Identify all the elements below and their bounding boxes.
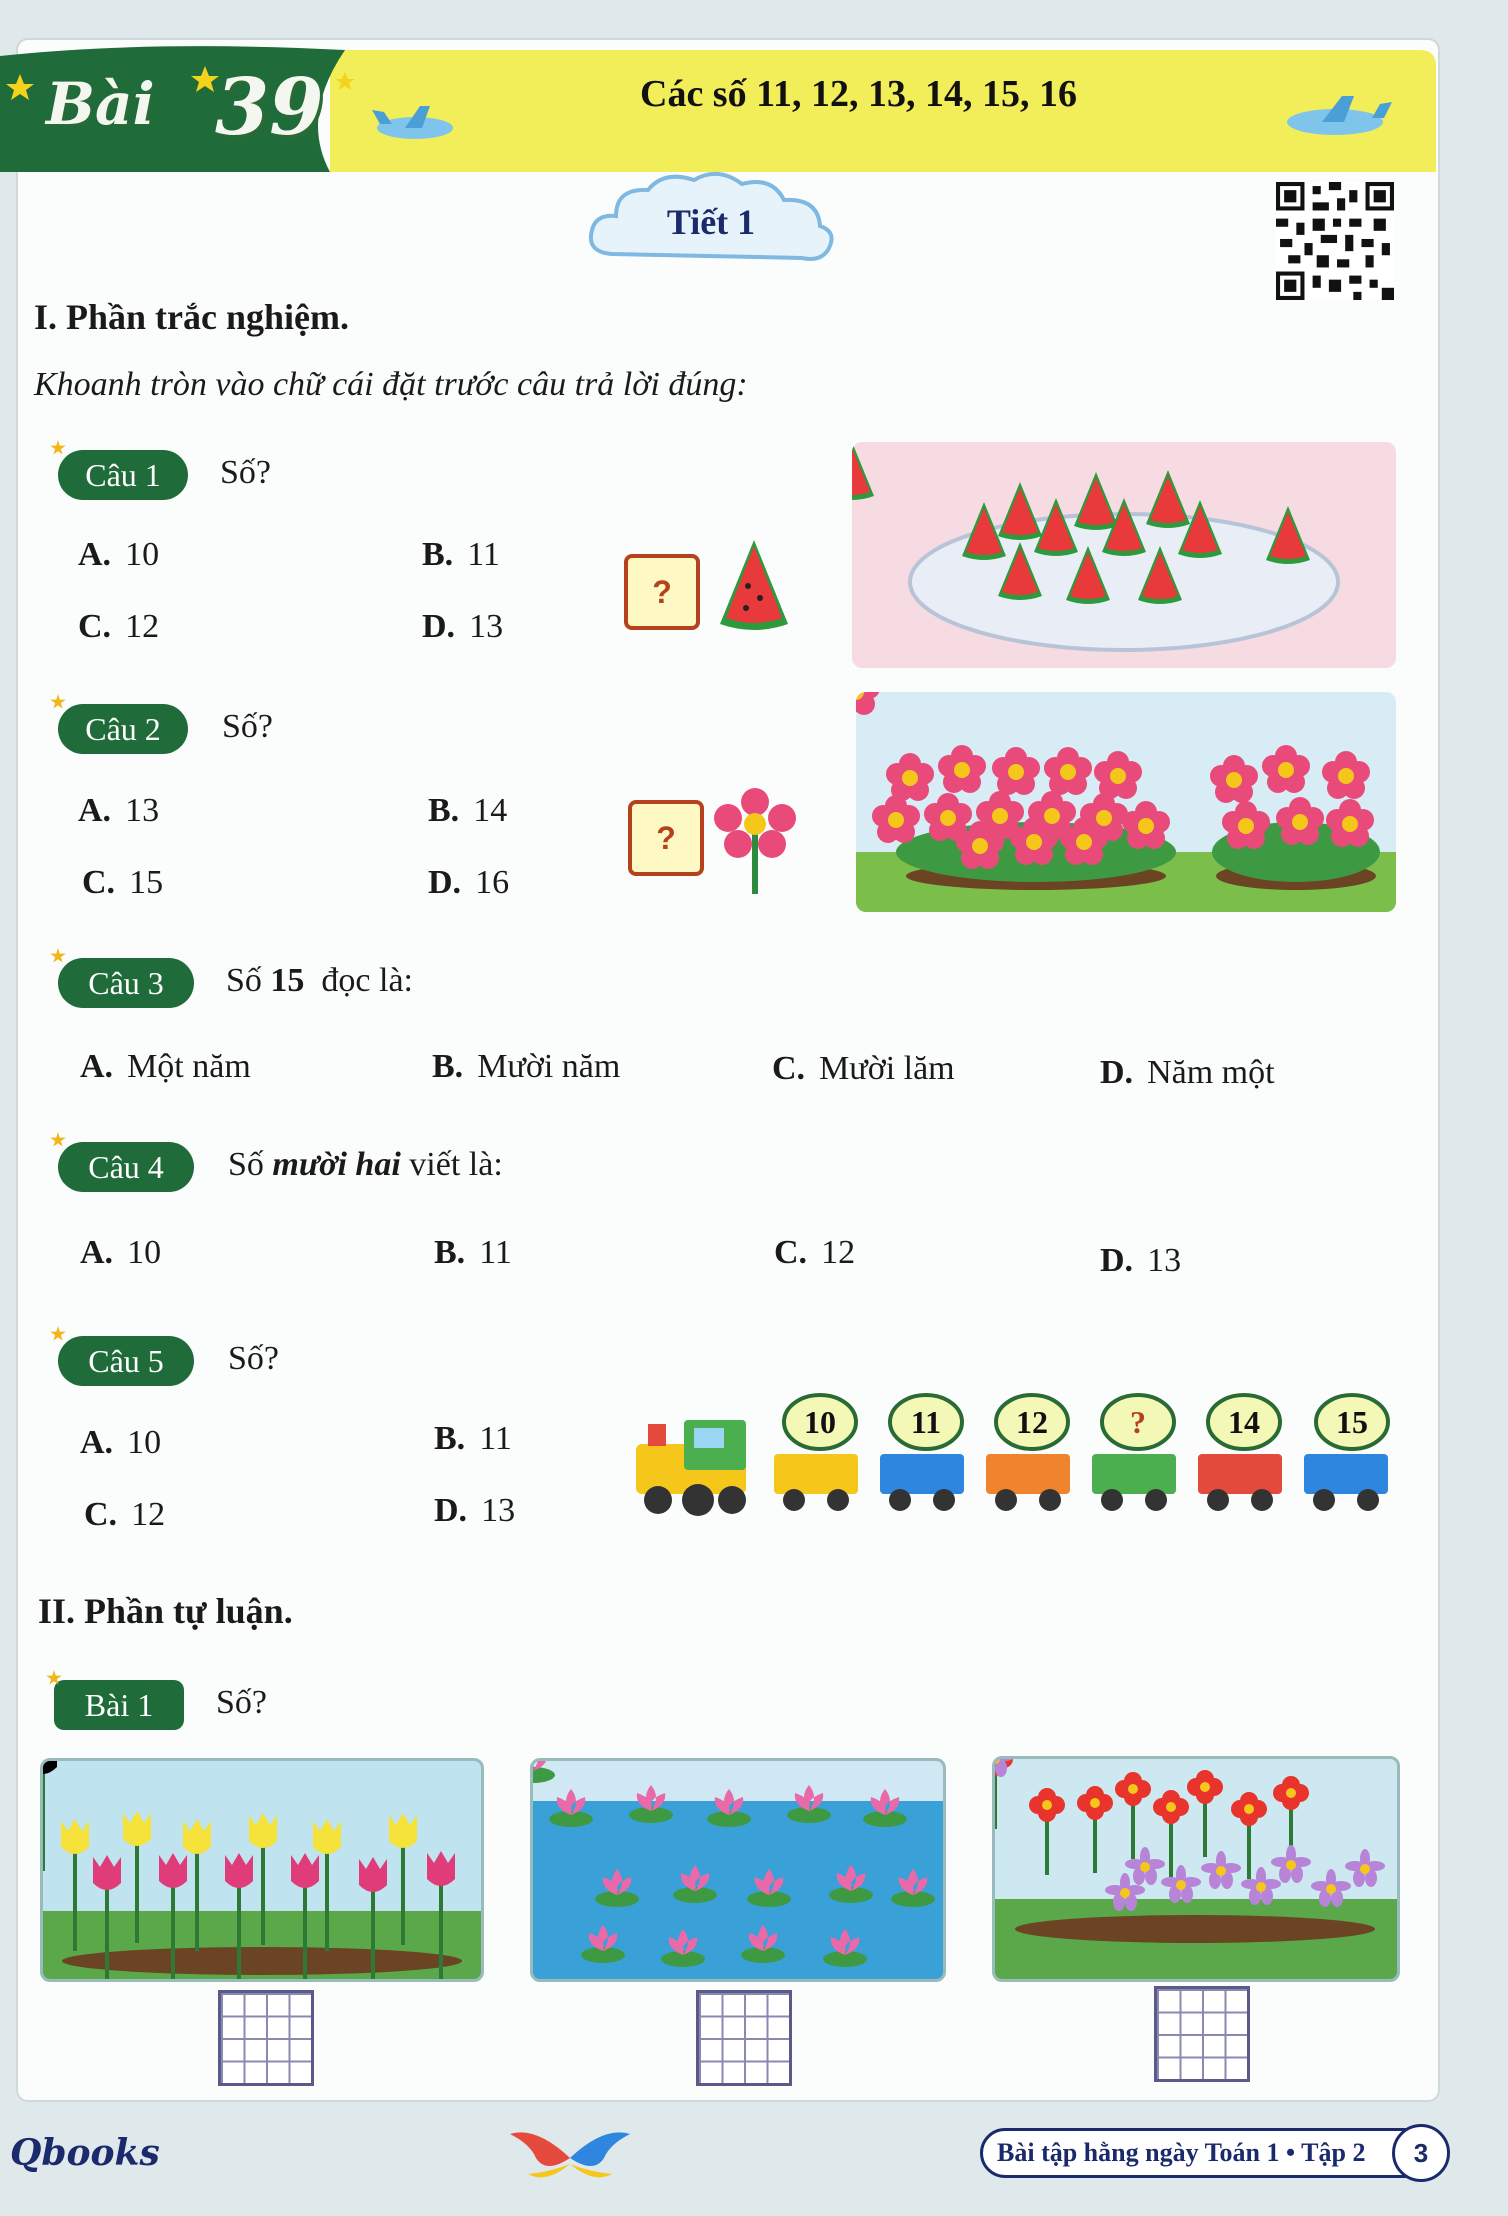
train-number: 15 <box>1336 1404 1368 1440</box>
question-1-label: Câu 1 <box>58 450 188 500</box>
watermelon-plate-picture <box>852 442 1396 668</box>
q4-option-b[interactable]: B. 11 <box>434 1234 512 1271</box>
q2-option-c[interactable]: C. 15 <box>82 864 164 901</box>
question-4-text: Số mười hai viết là: <box>228 1146 503 1183</box>
book-title-badge: Bài tập hằng ngày Toán 1 • Tập 2 <box>980 2128 1432 2178</box>
question-5-text: Số? <box>228 1340 279 1377</box>
train-wagons <box>774 1454 1388 1511</box>
q3-option-d[interactable]: D. Năm một <box>1100 1054 1275 1091</box>
period-label: Tiết 1 <box>666 202 756 242</box>
train-number-missing: ? <box>1130 1404 1146 1440</box>
q1-option-d[interactable]: D. 13 <box>422 608 504 645</box>
flower-garden-picture <box>856 692 1396 912</box>
page-number: 3 <box>1392 2124 1450 2182</box>
question-1-text: Số? <box>220 454 271 491</box>
lesson-label: Bài <box>46 70 155 138</box>
question-5-label: Câu 5 <box>58 1336 194 1386</box>
q1-option-a[interactable]: A. 10 <box>78 536 160 573</box>
exercise-1-label: Bài 1 <box>54 1680 184 1730</box>
q2-option-d[interactable]: D. 16 <box>428 864 510 901</box>
wings-logo-icon <box>506 2124 634 2188</box>
publisher-logo: Qbooks <box>10 2132 160 2174</box>
tulip-illustration <box>43 1761 481 1979</box>
q1-option-b[interactable]: B. 11 <box>422 536 500 573</box>
q3-option-a[interactable]: A. Một năm <box>80 1048 251 1085</box>
flower-garden-illustration <box>856 692 1396 912</box>
number-train-illustration <box>628 1384 1398 1520</box>
question-mark-box: ? <box>628 800 704 876</box>
instruction: Khoanh tròn vào chữ cái đặt trước câu trả lời đúng: <box>34 366 748 403</box>
watermelon-plate-illustration <box>852 442 1396 668</box>
q4-option-d[interactable]: D. 13 <box>1100 1242 1182 1279</box>
answer-box[interactable] <box>696 1990 792 2086</box>
train-number: 10 <box>804 1404 836 1440</box>
question-2-text: Số? <box>222 708 273 745</box>
question-2-label: Câu 2 <box>58 704 188 754</box>
lesson-title: Các số 11, 12, 13, 14, 15, 16 <box>640 73 1077 115</box>
period-cloud <box>582 168 840 276</box>
train-engine <box>636 1420 746 1516</box>
q5-option-b[interactable]: B. 11 <box>434 1420 512 1457</box>
answer-box[interactable] <box>1154 1986 1250 2082</box>
q3-option-b[interactable]: B. Mười năm <box>432 1048 621 1085</box>
q2-option-a[interactable]: A. 13 <box>78 792 160 829</box>
red-purple-flower-illustration <box>995 1759 1397 1979</box>
q5-option-a[interactable]: A. 10 <box>80 1424 162 1461</box>
question-4-label: Câu 4 <box>58 1142 194 1192</box>
lotus-pond-picture <box>530 1758 946 1982</box>
train-number: 12 <box>1016 1404 1048 1440</box>
train-number: 14 <box>1228 1404 1260 1440</box>
watermelon-slice-icon <box>716 536 792 632</box>
q1-option-c[interactable]: C. 12 <box>78 608 160 645</box>
part1-heading: I. Phần trắc nghiệm. <box>34 297 349 337</box>
question-mark-box: ? <box>624 554 700 630</box>
train-number: 11 <box>910 1404 942 1440</box>
q3-option-c[interactable]: C. Mười lăm <box>772 1050 955 1087</box>
q4-option-a[interactable]: A. 10 <box>80 1234 162 1271</box>
train-number-bubbles <box>784 1395 1388 1449</box>
question-3-text: Số 15 đọc là: <box>226 962 413 999</box>
q5-option-c[interactable]: C. 12 <box>84 1496 166 1533</box>
exercise-1-text: Số? <box>216 1684 267 1721</box>
pink-flower-icon <box>712 788 798 896</box>
qr-code[interactable] <box>1276 182 1394 300</box>
tulip-picture <box>40 1758 484 1982</box>
lotus-pond-illustration <box>533 1761 943 1979</box>
q2-option-b[interactable]: B. 14 <box>428 792 508 829</box>
q4-option-c[interactable]: C. 12 <box>774 1234 856 1271</box>
answer-box[interactable] <box>218 1990 314 2086</box>
q5-option-d[interactable]: D. 13 <box>434 1492 516 1529</box>
part2-heading: II. Phần tự luận. <box>38 1591 293 1631</box>
red-purple-flower-picture <box>992 1756 1400 1982</box>
lesson-number: 39 <box>215 62 324 153</box>
question-3-label: Câu 3 <box>58 958 194 1008</box>
